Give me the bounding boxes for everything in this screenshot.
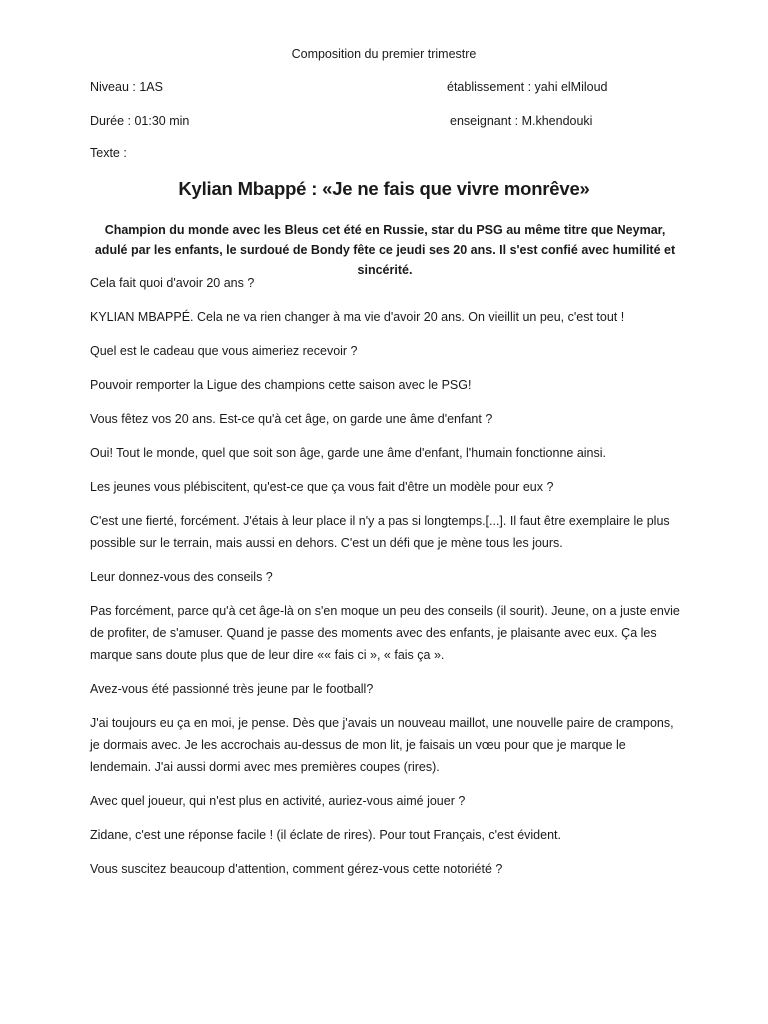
article-title: Kylian Mbappé : «Je ne fais que vivre monrêve»	[178, 178, 590, 199]
enseignant-text: enseignant : M.khendouki	[450, 114, 593, 128]
paragraph: Zidane, c'est une réponse facile ! (il éclate de rires). Pour tout Français, c'est évident.	[90, 828, 561, 842]
article-lead: Champion du monde avec les Bleus cet été en Russie, star du PSG au même titre que Neymar, adulé par les enfants, le surdoué de Bondy fête ce jeudi ses 20 ans. Il s'est confié avec humilité et sincérité.	[94, 223, 676, 277]
article-body	[90, 272, 680, 892]
paragraph: Pas forcément, parce qu'à cet âge-là on s'en moque un peu des conseils (il sourit). Jeune, on a juste envie de profiter, de s'amuser. Quand je passe des moments avec des enfants, je plaisante avec eux. Ça les marque sans doute plus que de leur dire «« fais ci », « fais ça ».	[90, 604, 680, 662]
paragraph: Vous suscitez beaucoup d'attention, comment gérez-vous cette notoriété ?	[90, 862, 503, 876]
etablissement-text: établissement : yahi elMiloud	[447, 80, 608, 94]
texte-label: Texte :	[90, 146, 127, 160]
paragraph: Vous fêtez vos 20 ans. Est-ce qu'à cet âge, on garde une âme d'enfant ?	[90, 412, 493, 426]
paragraph: Les jeunes vous plébiscitent, qu'est-ce que ça vous fait d'être un modèle pour eux ?	[90, 480, 554, 494]
paragraph: Quel est le cadeau que vous aimeriez recevoir ?	[90, 344, 358, 358]
niveau-text: Niveau : 1AS	[90, 80, 163, 94]
paragraph: Cela fait quoi d'avoir 20 ans ?	[90, 276, 255, 290]
paragraph: J'ai toujours eu ça en moi, je pense. Dès que j'avais un nouveau maillot, une nouvelle paire de crampons, je dormais avec. Je les accrochais au-dessus de mon lit, je faisais un vœu pour que je marque le lendemain. J'ai aussi dormi avec mes premières coupes (rires).	[90, 716, 674, 774]
paragraph: C'est une fierté, forcément. J'étais à leur place il n'y a pas si longtemps.[...]. Il faut être exemplaire le plus possible sur le terrain, mais aussi en dehors. C'est un défi que je mène tous les jours.	[90, 514, 670, 550]
paragraph: Avec quel joueur, qui n'est plus en activité, auriez-vous aimé jouer ?	[90, 794, 466, 808]
paragraph: Oui! Tout le monde, quel que soit son âge, garde une âme d'enfant, l'humain fonctionne ainsi.	[90, 446, 606, 460]
paragraph: KYLIAN MBAPPÉ. Cela ne va rien changer à ma vie d'avoir 20 ans. On vieillit un peu, c'est tout !	[90, 310, 625, 324]
paragraph: Avez-vous été passionné très jeune par le football?	[90, 682, 374, 696]
exam-title: Composition du premier trimestre	[291, 47, 477, 61]
duree-text: Durée : 01:30 min	[90, 114, 190, 128]
paragraph: Leur donnez-vous des conseils ?	[90, 570, 273, 584]
paragraph: Pouvoir remporter la Ligue des champions cette saison avec le PSG!	[90, 378, 472, 392]
